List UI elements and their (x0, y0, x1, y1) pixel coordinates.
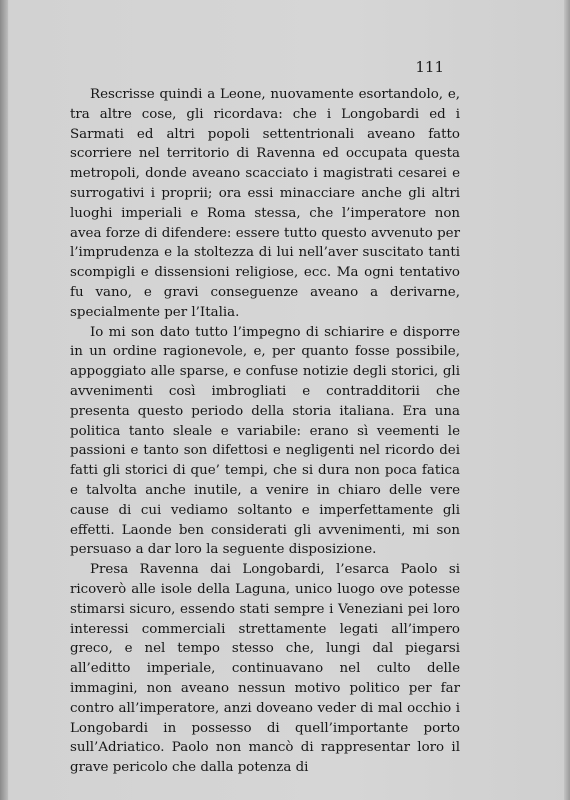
body-text (70, 85, 460, 778)
paragraph-2: Io mi son dato tutto l’impegno di schiarire e disporre in un ordine ragionevole, e, per quanto fosse possibile, appoggiato alle sparse, e confuse notizie degli storici, gli avvenimenti così imbrogliati e contradditorii che presenta questo periodo della storia italiana. Era una politica tanto sleale e variabile: erano sì veementi le passioni e tanto son difettosi e negligenti nel ricordo dei fatti gli storici di que’ tempi, che si dura non poca fatica e talvolta anche inutile, a venire in chiaro delle vere cause di cui vediamo soltanto e imperfettamente gli effetti. Laonde ben considerati gli avvenimenti, mi son persuaso a dar loro la seguente disposizione. (70, 324, 460, 558)
page-spine-shadow (0, 0, 8, 800)
page-number: 111 (415, 58, 444, 76)
page-edge-shadow (564, 0, 570, 800)
paragraph-3: Presa Ravenna dai Longobardi, l’esarca Paolo si ricoverò alle isole della Laguna, unico luogo ove potesse stimarsi sicuro, essendo stati sempre i Veneziani pei loro interessi commerciali strettamente legati all’impero greco, e nel tempo stesso che, lungi dal piegarsi all’editto imperiale, continuavano nel culto delle immagini, non aveano nessun motivo politico per far contro all’imperatore, anzi doveano veder di mal occhio i Longobardi in possesso di quell’importante porto sull’Adriatico. Paolo non mancò di rappresentar loro il grave pericolo che dalla potenza di (70, 562, 460, 776)
paragraph-1: Rescrisse quindi a Leone, nuovamente esortandolo, e, tra altre cose, gli ricordava: che i Longobardi ed i Sarmati ed altri popoli settentrionali aveano fatto scorriere nel territorio di Ravenna ed occupata questa metropoli, donde aveano scacciato i magistrati cesarei e surrogativi i proprii; ora essi minacciare anche gli altri luoghi imperiali e Roma stessa, che l’imperatore non avea forze di difendere: essere tutto questo avvenuto per l’imprudenza e la stoltezza di lui nell’aver suscitato tanti scompigli e dissensioni religiose, ecc. Ma ogni tentativo fu vano, e gravi conseguenze aveano a derivarne, specialmente per l’Italia. (70, 87, 460, 320)
